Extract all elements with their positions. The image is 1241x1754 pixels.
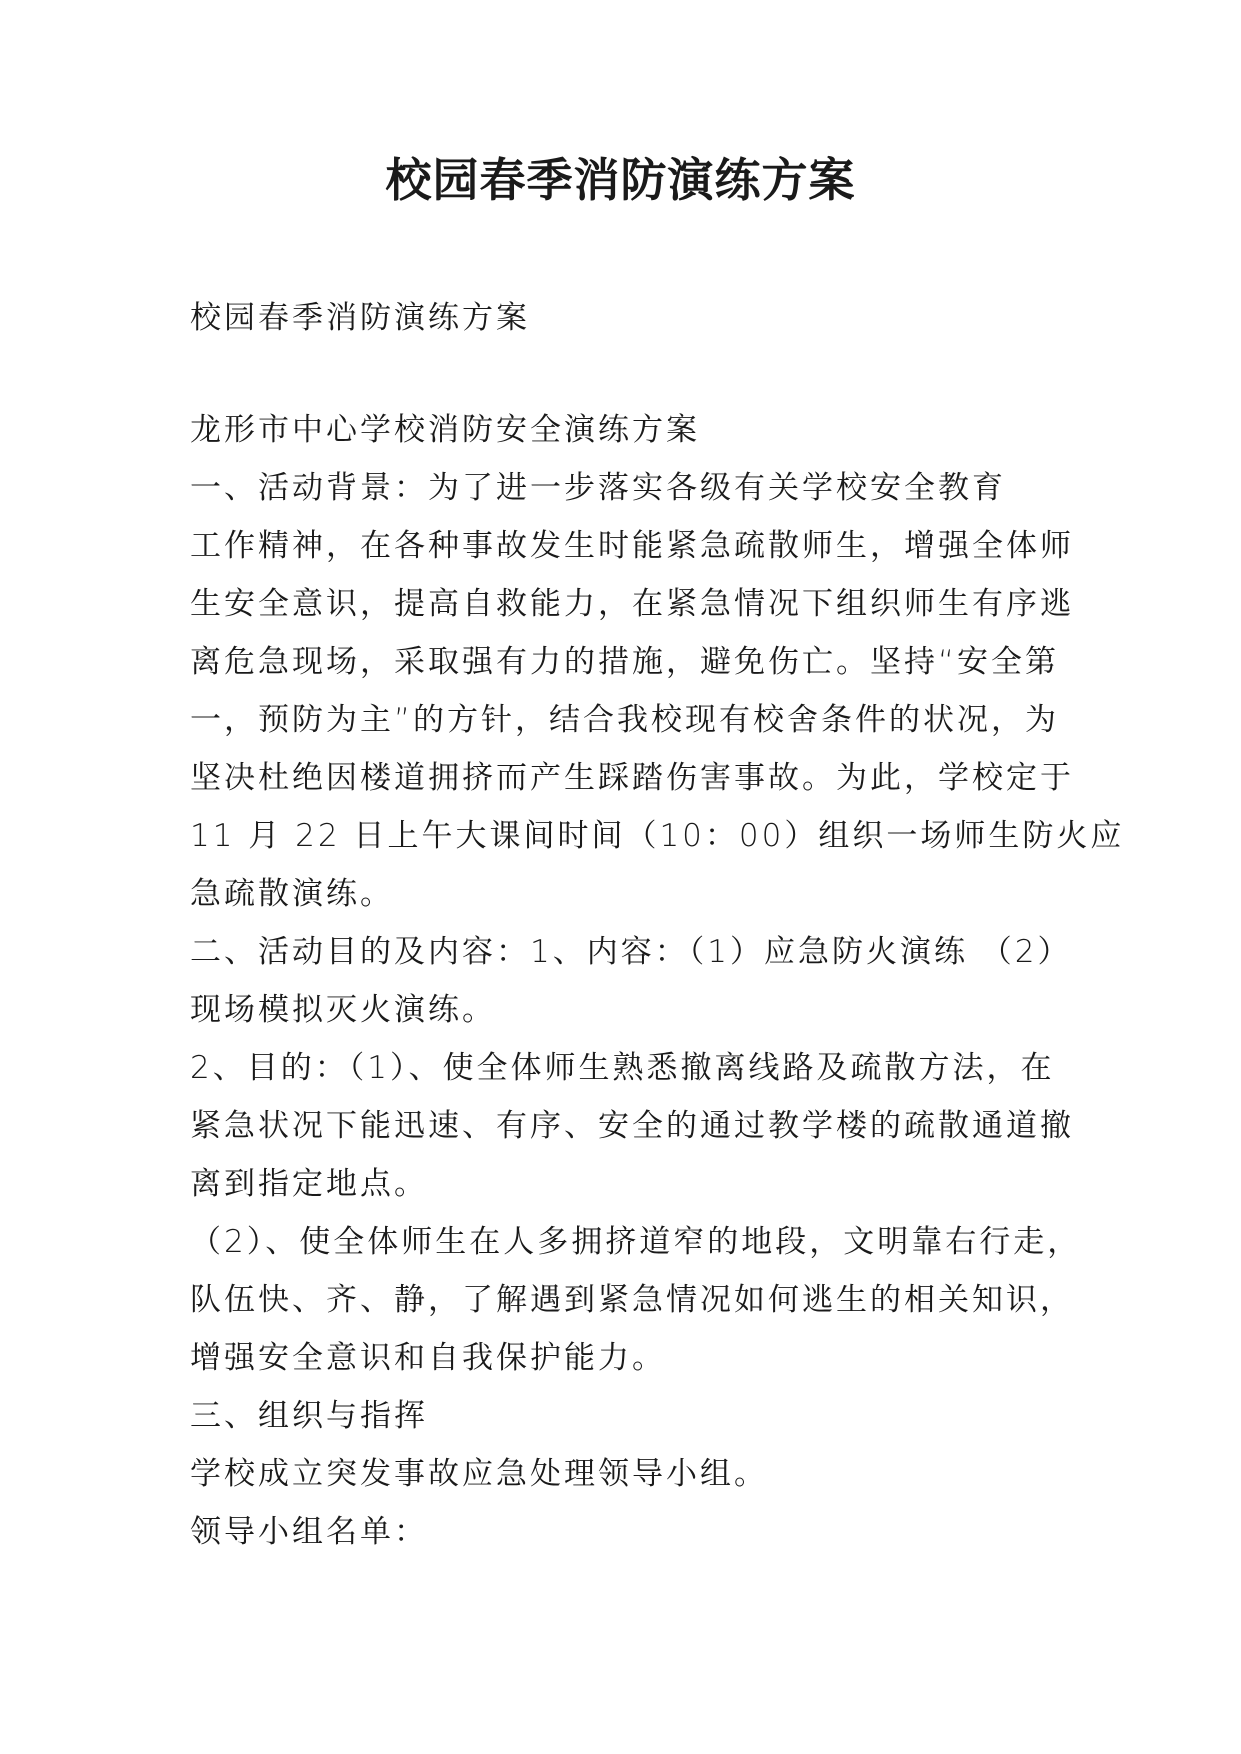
body-line: 一，预防为主”的方针，结合我校现有校舍条件的状况，为 — [190, 702, 1060, 738]
body-line: 急疏散演练。 — [190, 876, 394, 912]
body-line: 学校成立突发事故应急处理领导小组。 — [190, 1456, 768, 1492]
body-line: 龙形市中心学校消防安全演练方案 — [190, 412, 700, 448]
body-line: （2）、使全体师生在人多拥挤道窄的地段，文明靠右行走， — [190, 1224, 1082, 1260]
body-line: 11 月 22 日上午大课间时间（10：00）组织一场师生防火应 — [190, 818, 1125, 854]
body-line: 紧急状况下能迅速、有序、安全的通过教学楼的疏散通道撤 — [190, 1108, 1074, 1144]
body-line: 增强安全意识和自我保护能力。 — [190, 1340, 666, 1376]
body-line: 离危急现场，采取强有力的措施，避免伤亡。坚持“安全第 — [190, 644, 1060, 680]
body-line: 工作精神，在各种事故发生时能紧急疏散师生，增强全体师 — [190, 528, 1074, 564]
body-line: 现场模拟灭火演练。 — [190, 992, 496, 1028]
body-line: 三、组织与指挥 — [190, 1398, 428, 1434]
body-line: 一、活动背景：为了进一步落实各级有关学校安全教育 — [190, 470, 1006, 506]
body-line: 生安全意识，提高自救能力，在紧急情况下组织师生有序逃 — [190, 586, 1074, 622]
body-line: 二、活动目的及内容：1、内容：（1）应急防火演练 （2） — [190, 934, 1072, 970]
body-line: 2、目的：（1）、使全体师生熟悉撤离线路及疏散方法，在 — [190, 1050, 1055, 1086]
body-line: 离到指定地点。 — [190, 1166, 428, 1202]
subtitle-line: 校园春季消防演练方案 — [190, 300, 530, 336]
body-line: 领导小组名单： — [190, 1514, 428, 1550]
body-line: 队伍快、齐、静，了解遇到紧急情况如何逃生的相关知识， — [190, 1282, 1074, 1318]
body-line: 坚决杜绝因楼道拥挤而产生踩踏伤害事故。为此，学校定于 — [190, 760, 1074, 796]
document-title: 校园春季消防演练方案 — [385, 153, 856, 207]
